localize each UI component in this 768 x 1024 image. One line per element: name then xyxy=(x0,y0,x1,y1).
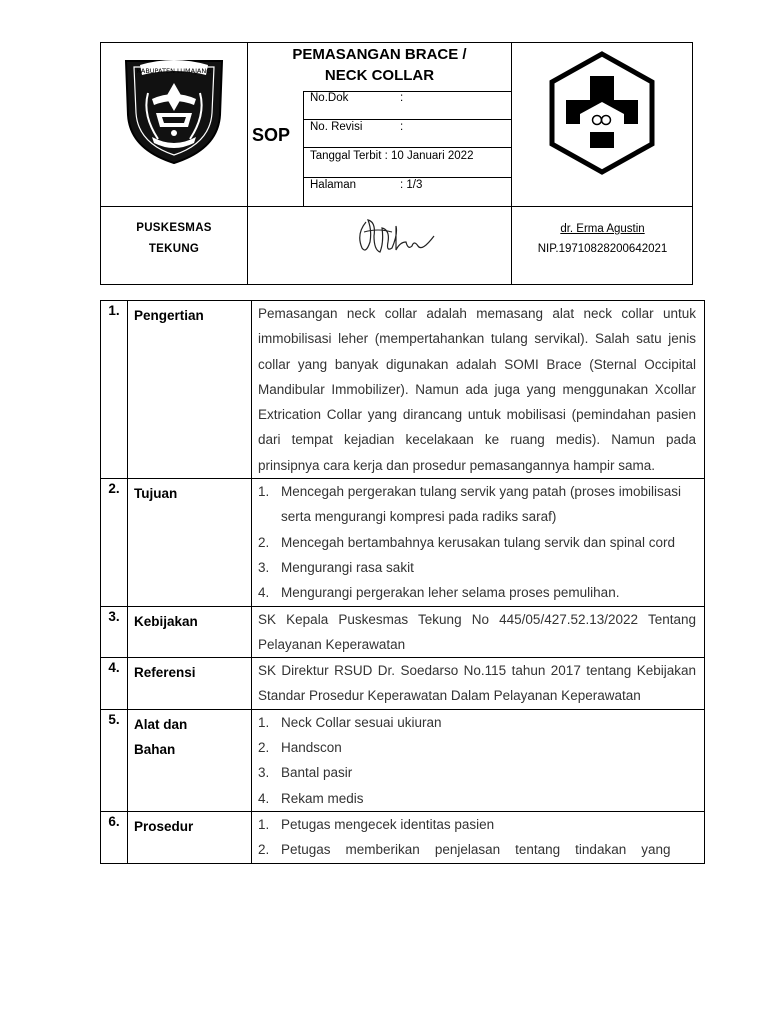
organization-name xyxy=(100,218,248,260)
list-number: 1. xyxy=(258,714,270,730)
list-text: Petugas memberikan penjelasan tentang tindakan yang xyxy=(281,842,671,858)
list-item xyxy=(258,555,696,580)
field-label: No. Revisi xyxy=(310,121,363,133)
row-content: Pemasangan neck collar adalah memasang alat neck collar untuk immobilisasi leher (mempertahankan tulang servikal). Salah satu jenis collar yang banyak digunakan adalah SOMI Brace (Sternal Occipital Mandibular Immobilizer). Namun ada juga yang menggunakan Xcollar Extrication Collar yang dirancang untuk mobilisasi (pemindahan pasien dari tempat kejadian kecelakaan ke ruang medis). Namun pada prinsipnya cara kerja dan prosedur pemasangannya hampir sama. xyxy=(252,301,705,479)
row-content xyxy=(252,479,705,606)
row-number: 1. xyxy=(101,301,128,479)
list-item xyxy=(258,760,696,785)
org-line: TEKUNG xyxy=(148,243,200,255)
field-value: : xyxy=(400,121,404,133)
list-text: Mengurangi rasa sakit xyxy=(281,559,414,575)
list-item xyxy=(258,580,696,605)
list-item xyxy=(258,710,696,735)
field-label: No.Dok xyxy=(310,92,349,104)
list-text: Mengurangi pergerakan leher selama proses pemulihan. xyxy=(281,585,620,601)
row-content xyxy=(252,709,705,811)
row-label: Pengertian xyxy=(128,301,252,479)
list-text: Petugas mengecek identitas pasien xyxy=(281,816,495,832)
no-revisi-field xyxy=(310,121,403,133)
org-line: PUSKESMAS xyxy=(136,222,212,234)
svg-text:KABUPATEN LUMAJANG: KABUPATEN LUMAJANG xyxy=(136,67,212,75)
row-label: Prosedur xyxy=(128,811,252,863)
row-number: 2. xyxy=(101,479,128,606)
sop-label: SOP xyxy=(252,125,291,145)
field-label: Halaman xyxy=(310,179,357,191)
header-divider xyxy=(303,147,511,148)
row-number: 6. xyxy=(101,811,128,863)
table-row xyxy=(101,658,705,710)
list-item xyxy=(258,530,696,555)
list-text: Mencegah pergerakan tulang servik yang patah (proses imobilisasi serta mengurangi kompresi pada radiks saraf) xyxy=(281,484,681,525)
row-number: 3. xyxy=(101,606,128,658)
title-line: PEMASANGAN BRACE / xyxy=(292,46,467,63)
tanggal-terbit-field: Tanggal Terbit : 10 Januari 2022 xyxy=(310,150,474,162)
puskesmas-cross-logo-icon xyxy=(546,50,658,176)
field-value: : xyxy=(400,92,404,104)
regency-crest-icon xyxy=(122,53,226,165)
list-number: 3. xyxy=(258,765,270,781)
table-row xyxy=(101,709,705,811)
signer-block xyxy=(512,219,693,259)
table-row xyxy=(101,301,705,479)
field-value: : 1/3 xyxy=(400,179,423,191)
row-number: 5. xyxy=(101,709,128,811)
row-content: SK Kepala Puskesmas Tekung No 445/05/427.52.13/2022 Tentang Pelayanan Keperawatan xyxy=(252,606,705,658)
list-text: Handscon xyxy=(281,740,342,756)
list-text: Rekam medis xyxy=(281,790,364,806)
row-content: SK Direktur RSUD Dr. Soedarso No.115 tahun 2017 tentang Kebijakan Standar Prosedur Keperawatan Dalam Pelayanan Keperawatan xyxy=(252,658,705,710)
list-number: 2. xyxy=(258,842,270,858)
header-divider xyxy=(100,206,693,207)
table-row xyxy=(101,479,705,606)
label-line: Bahan xyxy=(134,741,176,757)
header-divider xyxy=(303,177,511,178)
list-number: 4. xyxy=(258,585,270,601)
list-number: 1. xyxy=(258,816,270,832)
list-item xyxy=(258,735,696,760)
row-label xyxy=(128,709,252,811)
header-divider xyxy=(303,119,511,120)
row-number: 4. xyxy=(101,658,128,710)
title-line: NECK COLLAR xyxy=(324,67,435,84)
list-text: Neck Collar sesuai ukiuran xyxy=(281,714,442,730)
list-number: 4. xyxy=(258,790,270,806)
no-dok-field xyxy=(310,92,403,104)
list-item xyxy=(258,837,696,862)
row-content xyxy=(252,811,705,863)
halaman-field xyxy=(310,179,422,191)
list-number: 2. xyxy=(258,534,270,550)
list-number: 2. xyxy=(258,740,270,756)
row-label: Tujuan xyxy=(128,479,252,606)
label-line: Alat dan xyxy=(134,716,188,732)
list-number: 3. xyxy=(258,559,270,575)
signer-nip: NIP.19710828200642021 xyxy=(537,243,668,255)
header-divider xyxy=(303,91,304,206)
row-label: Referensi xyxy=(128,658,252,710)
sop-content-table xyxy=(100,300,705,864)
row-label: Kebijakan xyxy=(128,606,252,658)
list-item xyxy=(258,812,696,837)
signer-name: dr. Erma Agustin xyxy=(560,223,645,235)
list-text: Mencegah bertambahnya kerusakan tulang servik dan spinal cord xyxy=(281,534,675,550)
page-title xyxy=(248,43,511,86)
signature-icon xyxy=(352,212,438,260)
list-item xyxy=(258,786,696,811)
list-number: 1. xyxy=(258,484,270,500)
list-text: Bantal pasir xyxy=(281,765,353,781)
table-row xyxy=(101,606,705,658)
table-row xyxy=(101,811,705,863)
list-item xyxy=(258,479,696,530)
